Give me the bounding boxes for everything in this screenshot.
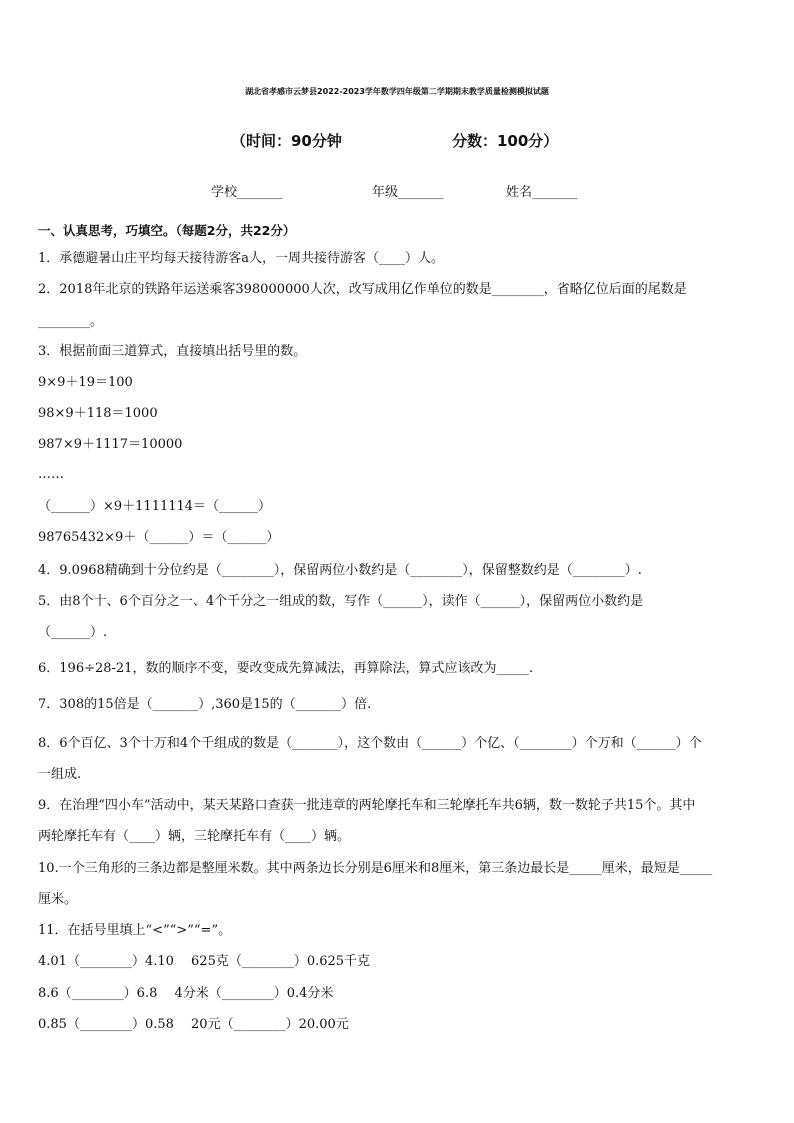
document-title: 湖北省孝感市云梦县2022-2023学年数学四年级第二学期期末教学质量检测模拟试题: [245, 87, 549, 96]
exam-score: 分数：100分）: [452, 132, 559, 150]
question-line: 98×9＋118＝1000: [38, 406, 158, 421]
question-line: 一组成.: [38, 767, 82, 782]
question-line: 厘米。: [38, 892, 78, 907]
question-line: 8.6（________）6.8 4分米（________）0.4分米: [38, 986, 334, 1001]
question-line: 4.01（________）4.10 625克（________）0.625千克: [38, 954, 371, 969]
section-heading: 一、认真思考，巧填空。（每题2分，共22分）: [38, 223, 296, 238]
question-line: 5．由8个十、6个百分之一、4个千分之一组成的数，写作（______），读作（______），保留两位小数约是: [38, 594, 644, 609]
question-line: 1．承德避暑山庄平均每天接待游客a人，一周共接待游客（____）人。: [38, 251, 445, 266]
question-line: 0.85（________）0.58 20元（________）20.00元: [38, 1017, 349, 1032]
question-line: （______）×9＋1111114＝（______）: [38, 499, 272, 514]
question-line: 987×9＋1117＝10000: [38, 437, 183, 452]
question-line: 2．2018年北京的铁路年运送乘客398000000人次，改写成用亿作单位的数是________，省略亿位后面的尾数是: [38, 282, 687, 297]
question-line: 98765432×9＋（______）＝（______）: [38, 530, 280, 545]
question-line: 9×9＋19＝100: [38, 375, 133, 390]
question-line: 两轮摩托车有（____）辆，三轮摩托车有（____）辆。: [38, 829, 351, 844]
question-line: 8．6个百亿、3个十万和4个千组成的数是（_______），这个数由（______）个亿、（________）个万和（______）个: [38, 736, 702, 751]
question-line: 3．根据前面三道算式，直接填出括号里的数。: [38, 344, 307, 359]
question-line: 10.一个三角形的三条边都是整厘米数。其中两条边长分别是6厘米和8厘米，第三条边最长是_____厘米，最短是_____: [38, 861, 713, 876]
question-line: （______）.: [38, 625, 108, 640]
grade-field: 年级_______: [372, 185, 444, 200]
exam-time: （时间：90分钟: [231, 132, 342, 150]
school-field: 学校_______: [211, 185, 283, 200]
name-field: 姓名_______: [506, 185, 578, 200]
question-line: 6．196÷28-21，数的顺序不变，要改变成先算减法，再算除法，算式应该改为_____.: [38, 661, 534, 676]
question-line: 7．308的15倍是（_______）,360是15的（_______）倍.: [38, 697, 372, 712]
question-line: 4．9.0968精确到十分位约是（________），保留两位小数约是（________），保留整数约是（________）.: [38, 563, 642, 578]
question-line: ________。: [38, 314, 104, 329]
question-line: ……: [38, 467, 64, 482]
question-line: 9．在治理“四小车”活动中，某天某路口查获一批违章的两轮摩托车和三轮摩托车共6辆，数一数轮子共15个。其中: [38, 798, 696, 813]
question-line: 11．在括号里填上“<”“>”“=”。: [38, 923, 232, 938]
